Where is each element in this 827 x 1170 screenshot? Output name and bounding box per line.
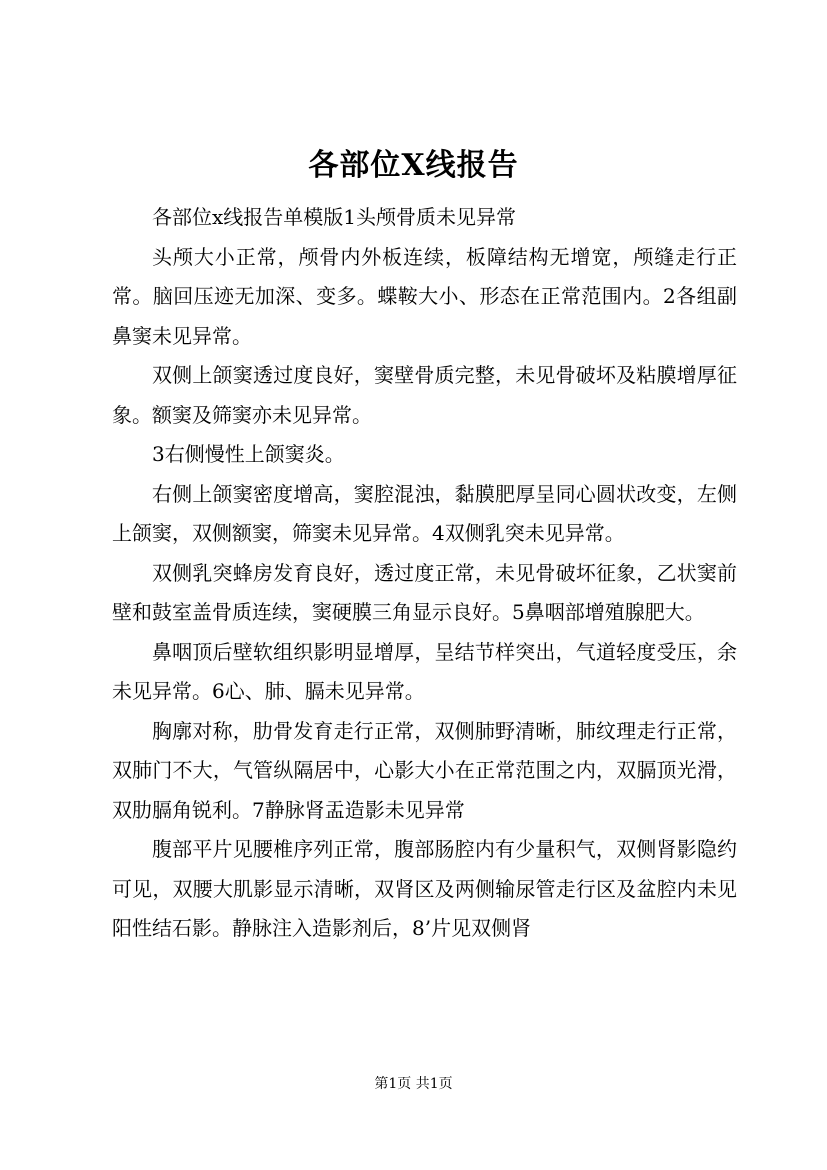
paragraph: 双侧上颌窦透过度良好，窦壁骨质完整，未见骨破坏及粘膜增厚征象。额窦及筛窦亦未见异常。 (112, 363, 737, 427)
document-title: 各部位X线报告 (308, 148, 519, 183)
paragraph: 胸廓对称，肋骨发育走行正常，双侧肺野清晰，肺纹理走行正常，双肺门不大，气管纵隔居中，心影大小在正常范围之内，双膈顶光滑，双肋膈角锐利。7静脉肾盂造影未见异常 (112, 718, 737, 822)
paragraph: 头颅大小正常，颅骨内外板连续，板障结构无增宽，颅缝走行正常。脑回压迹无加深、变多。蝶鞍大小、形态在正常范围内。2各组副鼻窦未见异常。 (112, 244, 737, 348)
page-number-footer: 第1页 共1页 (374, 1076, 453, 1092)
paragraph: 右侧上颌窦密度增高，窦腔混浊，黏膜肥厚呈同心圆状改变，左侧上颌窦，双侧额窦，筛窦未见异常。4双侧乳突未见异常。 (112, 481, 737, 545)
paragraph: 各部位x线报告单模版1头颅骨质未见异常 (152, 205, 517, 229)
paragraph: 腹部平片见腰椎序列正常，腹部肠腔内有少量积气，双侧肾影隐约可见，双腰大肌影显示清晰，双肾区及两侧输尿管走行区及盆腔内未见阳性结石影。静脉注入造影剂后，8’片见双侧肾 (112, 837, 737, 940)
paragraph: 双侧乳突蜂房发育良好，透过度正常，未见骨破坏征象，乙状窦前壁和鼓室盖骨质连续，窦硬膜三角显示良好。5鼻咽部增殖腺肥大。 (112, 560, 737, 624)
paragraph: 3右侧慢性上颌窦炎。 (152, 442, 345, 466)
paragraph: 鼻咽顶后壁软组织影明显增厚，呈结节样突出，气道轻度受压，余未见异常。6心、肺、膈未见异常。 (112, 639, 737, 703)
document-body (112, 198, 737, 949)
